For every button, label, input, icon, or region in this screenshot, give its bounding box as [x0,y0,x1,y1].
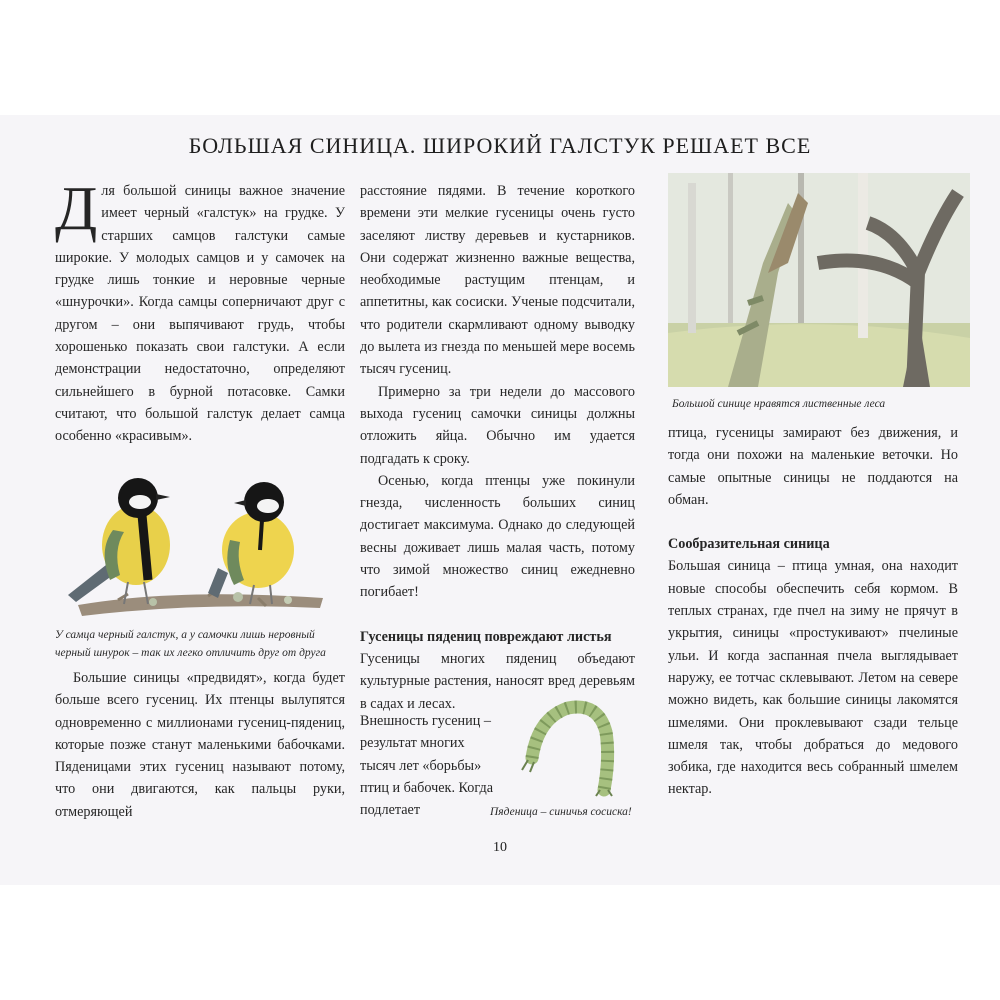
intro-paragraph [55,175,345,448]
column-1-bottom [55,667,345,823]
section-heading: Гусеницы пядениц повреждают листья [360,628,612,645]
section-heading: Сообразительная синица [668,536,830,553]
page-number: 10 [493,840,507,855]
column-2 [360,180,635,715]
paragraph: Примерно за три недели до массового выхода гусениц самочки синицы должны отложить яйца. Обычно им удается подгадать к сроку. [360,383,635,467]
page-title: БОЛЬШАЯ СИНИЦА. ШИРОКИЙ ГАЛСТУК РЕШАЕТ ВСЕ [188,133,812,158]
paragraph: Гусеницы многих пядениц объедают культурные растения, наносят вред деревьям в садах и лесах. [360,650,635,712]
paragraph: Большие синицы «предвидят», когда будет больше всего гусениц. Их птенцы вылупятся одновременно с миллионами гусениц-пядениц, которые позже станут маленькими бабочками. Пяденицами этих гусениц называют потому, что они двигаются, как пальцы руки, отмеряющей [55,670,345,820]
forest-illustration [668,173,970,387]
drop-cap: Д [55,175,98,243]
column-2-wrap [360,710,500,821]
paragraph: Внешность гусениц – результат многих тысяч лет «борьбы» птиц и бабочек. Когда подлетает [360,713,494,819]
forest-caption: Большой синице нравятся лиственные леса [672,398,886,410]
birds-caption: У самца черный галстук, а у самочки лишь неровный черный шнурок – так их легко отличить друг от друга [55,629,326,659]
paragraph: Большая синица – птица умная, она находит новые способы обеспечить себя кормом. В теплых странах, где пчел на зиму не прячут в укрытия, синицы «простукивают» пчелиные ульи. И когда заспанная пчела выглядывает наружу, ее тотчас склевывают. Летом на севере можно видеть, как большие синицы лакомятся шмелями. Они проклевывают сзади тельце шмеля так, чтобы добраться до медового зобика, где находится весь собранный шмелем нектар. [668,558,958,798]
intro-text: ля большой синицы важное значение имеет черный «галстук» на грудке. У старших самцов галстуки самые широкие. У молодых самцов и у самочек на грудке лишь тонкие и неровные черные «шнурочки». Когда самцы соперничают друг с другом – они выпячивают грудь, чтобы хорошенько показать свои галстуки. А если демонстрации недостаточно, определяют сильнейшего в бурной потасовке. Самки считают, что большой галстук делает самца особенно «красивым». [55,183,345,445]
column-1 [55,175,345,448]
caterpillar-caption: Пяденица – синичья сосиска! [490,806,632,818]
paragraph: Осенью, когда птенцы уже покинули гнезда, численность больших синиц достигает максимума. Однако до следующей весны доживает лишь малая часть, потому что зимой множество синиц ежедневно погибает! [360,472,635,601]
caterpillar-illustration [520,698,640,798]
column-3 [668,422,958,801]
great-tits-illustration [58,470,338,620]
paragraph: птица, гусеницы замирают без движения, и тогда они похожи на маленькие веточки. Но самые опытные синицы не поддаются на обман. [668,425,958,508]
paragraph: расстояние пядями. В течение короткого времени эти мелкие гусеницы очень густо заселяют листву деревьев и кустарников. Они содержат жизненно важные вещества, необходимые растущим птенцам, и аппетитны, как сосиски. Ученые подсчитали, что родители скармливают одному выводку до вылета из гнезда по меньшей мере восемь тысяч гусениц. [360,183,635,378]
